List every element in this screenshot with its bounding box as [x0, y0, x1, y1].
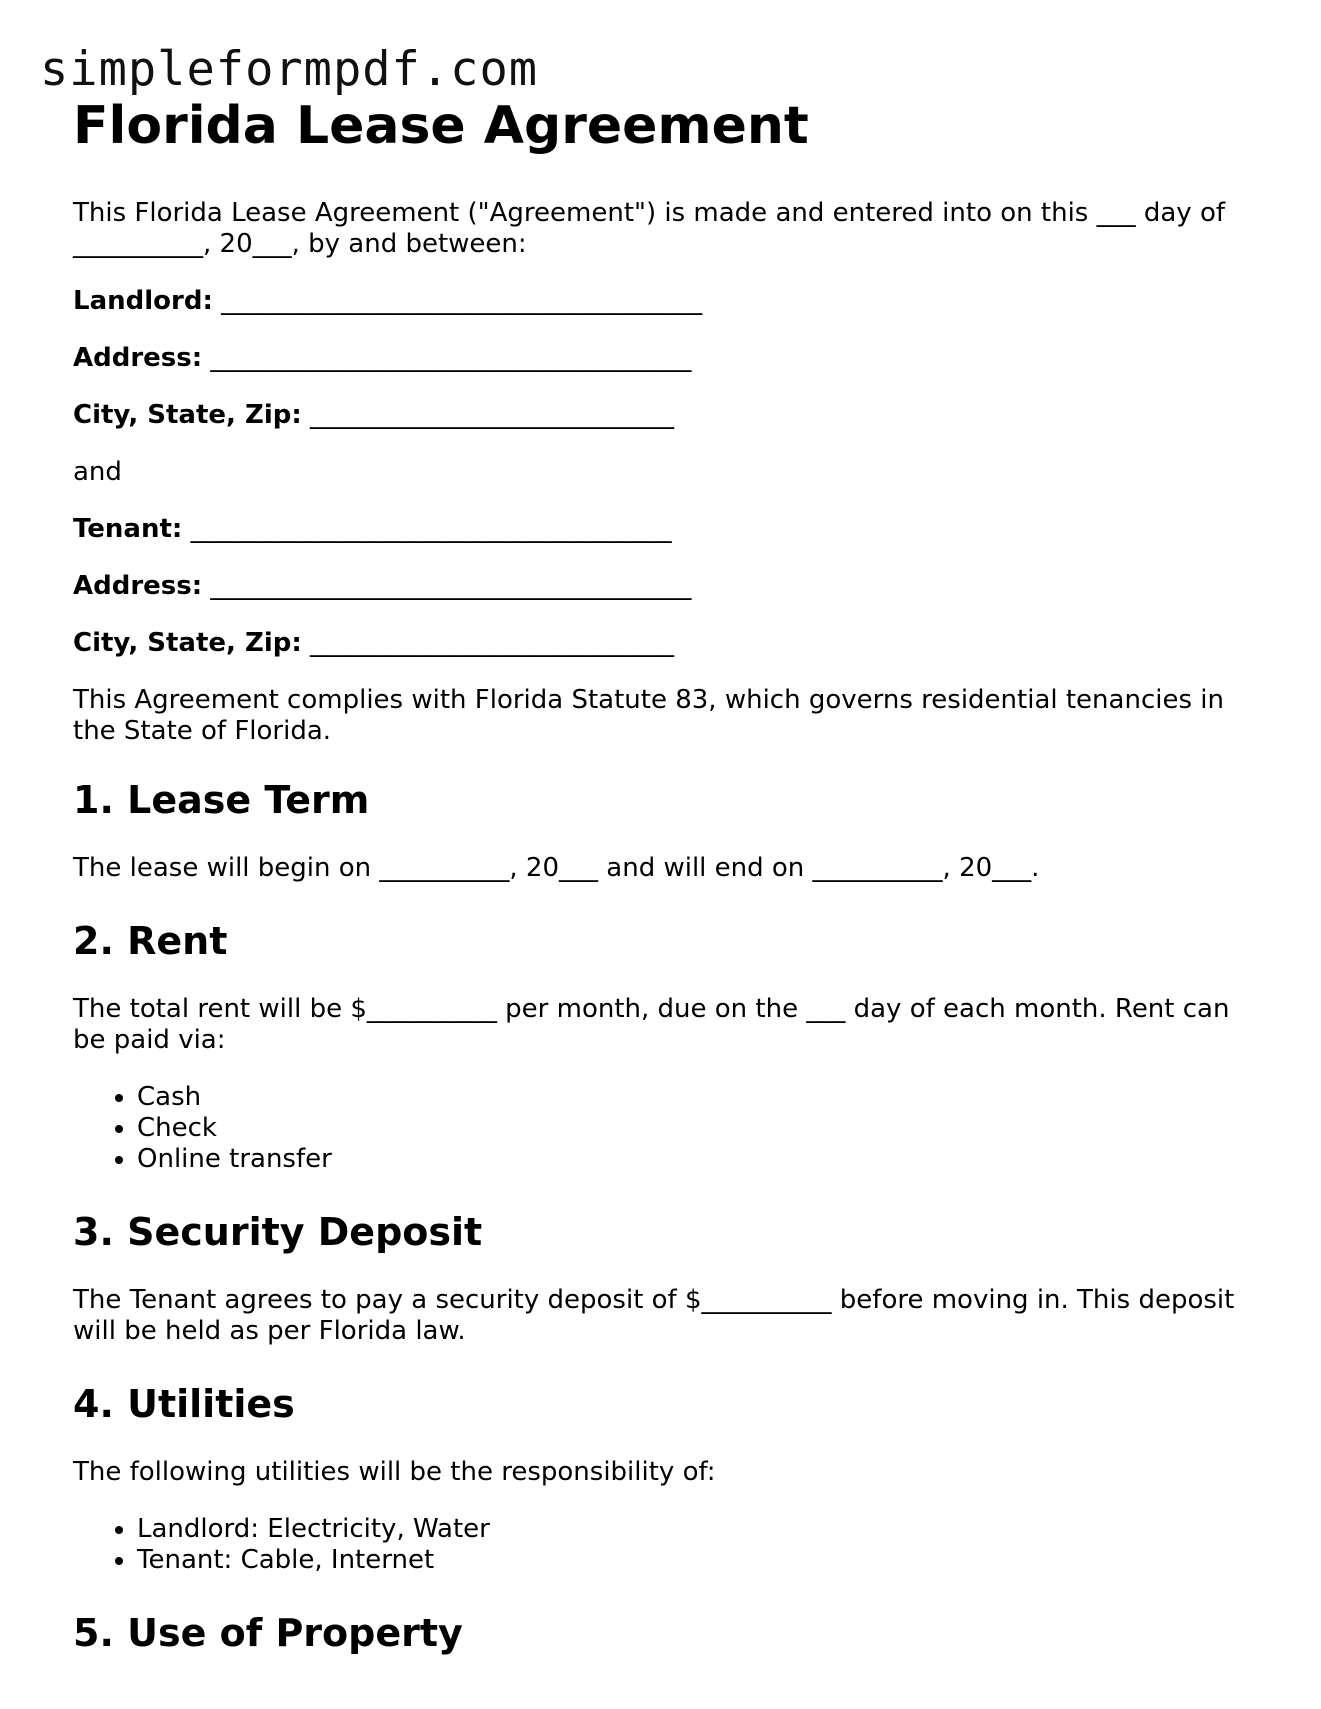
- list-item: • Tenant: Cable, Internet: [137, 1545, 1253, 1576]
- landlord-city-blank: ____________________________: [310, 400, 675, 430]
- watermark-logo: simpleformpdf.com: [40, 42, 539, 97]
- rent-text: The total rent will be $__________ per month, due on the ___ day of each month. Rent can be paid via:: [73, 994, 1230, 1055]
- document-body: [73, 94, 1253, 1656]
- list-item: • Cash: [137, 1082, 1253, 1113]
- landlord-address-blank: _____________________________________: [210, 343, 692, 373]
- and-text: and: [73, 457, 122, 487]
- payment-methods-list: [73, 1082, 1253, 1175]
- tenant-name-label: Tenant:: [73, 514, 183, 544]
- list-item: • Check: [137, 1113, 1253, 1144]
- list-item: • Online transfer: [137, 1144, 1253, 1175]
- landlord-city-field: [73, 400, 1253, 431]
- list-item: • Landlord: Electricity, Water: [137, 1514, 1253, 1545]
- rent-heading: 2. Rent: [73, 919, 228, 963]
- landlord-address-label: Address:: [73, 343, 203, 373]
- document-title: Florida Lease Agreement: [73, 96, 809, 156]
- tenant-city-blank: ____________________________: [310, 628, 675, 658]
- lease-term-text: The lease will begin on __________, 20___ and will end on __________, 20___.: [73, 853, 1040, 883]
- landlord-city-label: City, State, Zip:: [73, 400, 302, 430]
- tenant-address-label: Address:: [73, 571, 203, 601]
- landlord-address-field: [73, 343, 1253, 374]
- security-deposit-heading: 3. Security Deposit: [73, 1210, 483, 1254]
- tenant-city-label: City, State, Zip:: [73, 628, 302, 658]
- utilities-text: The following utilities will be the responsibility of:: [73, 1457, 716, 1487]
- statute-paragraph: This Agreement complies with Florida Statute 83, which governs residential tenancies in the State of Florida.: [73, 685, 1224, 746]
- tenant-address-field: [73, 571, 1253, 602]
- tenant-city-field: [73, 628, 1253, 659]
- use-of-property-heading: 5. Use of Property: [73, 1611, 463, 1655]
- lease-term-heading: 1. Lease Term: [73, 778, 370, 822]
- intro-paragraph: This Florida Lease Agreement ("Agreement") is made and entered into on this ___ day of __________, 20___, by and between:: [73, 198, 1226, 259]
- utilities-heading: 4. Utilities: [73, 1382, 295, 1426]
- landlord-name-label: Landlord:: [73, 286, 213, 316]
- security-deposit-text: The Tenant agrees to pay a security deposit of $__________ before moving in. This deposit will be held as per Florida law.: [73, 1285, 1235, 1346]
- utilities-list: [73, 1514, 1253, 1576]
- landlord-name-blank: _____________________________________: [221, 286, 703, 316]
- tenant-name-field: [73, 514, 1253, 545]
- tenant-address-blank: _____________________________________: [210, 571, 692, 601]
- landlord-name-field: [73, 286, 1253, 317]
- tenant-name-blank: _____________________________________: [190, 514, 672, 544]
